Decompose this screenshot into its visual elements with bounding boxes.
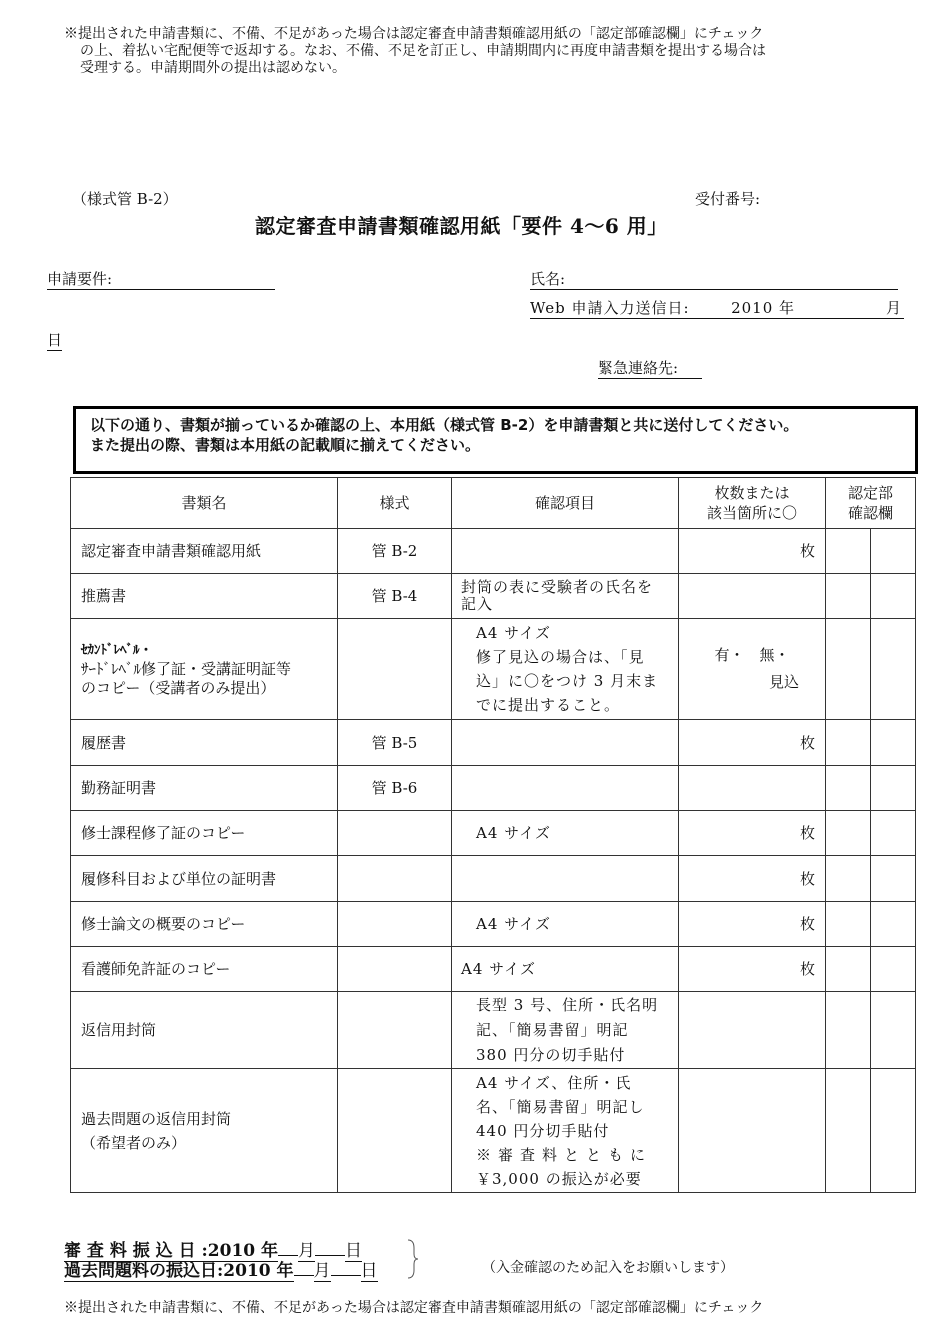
doc-check-line: 380 円分の切手貼付 [476, 1045, 626, 1064]
doc-check-line: 封筒の表に受験者の氏名を [461, 578, 654, 596]
doc-count[interactable] [679, 766, 826, 811]
doc-style: 管 B-5 [338, 720, 452, 766]
form-id: （様式管 B-2） [72, 190, 178, 208]
doc-check-line: でに提出すること。 [476, 696, 621, 714]
doc-check: A4 サイズ [452, 947, 679, 992]
doc-name: 返信用封筒 [71, 992, 338, 1069]
doc-check [452, 1069, 679, 1193]
doc-count[interactable] [679, 619, 826, 720]
doc-count[interactable]: 枚 [679, 902, 826, 947]
name-field[interactable] [530, 268, 898, 290]
doc-check-line: 長型 3 号、住所・氏名明 [476, 995, 659, 1014]
payment-note: （入金確認のため記入をお願いします） [482, 1260, 734, 1276]
doc-name-line: ｻｰﾄﾞﾚﾍﾞﾙ修了証・受講証明証等 [81, 659, 292, 678]
doc-style [338, 992, 452, 1069]
header-confirm [826, 478, 916, 529]
instruction-line: また提出の際、書類は本用紙の記載順に揃えてください。 [90, 436, 481, 454]
bottom-note: ※提出された申請書類に、不備、不足があった場合は認定審査申請書類確認用紙の「認定部確認欄」にチェック [64, 1300, 764, 1316]
table-row [71, 720, 916, 766]
doc-name-line: （希望者のみ） [81, 1133, 187, 1152]
doc-name: 履歴書 [71, 720, 338, 766]
doc-count[interactable]: 枚 [679, 947, 826, 992]
confirm-cell[interactable] [826, 811, 871, 856]
table-row [71, 902, 916, 947]
doc-check [452, 992, 679, 1069]
doc-check [452, 720, 679, 766]
confirm-cell[interactable] [826, 856, 871, 902]
doc-check [452, 856, 679, 902]
top-note-line: の上、着払い宅配便等で返却する。なお、不備、不足を訂正し、申請期間内に再度申請書類を提出する場合は [80, 43, 766, 59]
confirm-cell[interactable] [826, 766, 871, 811]
doc-count[interactable]: 枚 [679, 856, 826, 902]
doc-name: 認定審査申請書類確認用紙 [71, 529, 338, 574]
confirm-cell[interactable] [871, 902, 916, 947]
top-note-line: 受理する。申請期間外の提出は認めない。 [80, 60, 346, 76]
header-confirm-line: 確認欄 [848, 504, 894, 522]
table-row [71, 947, 916, 992]
instruction-box [73, 406, 918, 474]
doc-style [338, 902, 452, 947]
confirm-cell[interactable] [826, 992, 871, 1069]
doc-check: A4 サイズ [452, 811, 679, 856]
confirm-cell[interactable] [871, 856, 916, 902]
fee-date-month: 月 [298, 1241, 316, 1261]
web-date-month: 月 [885, 299, 902, 317]
confirm-cell[interactable] [871, 1069, 916, 1193]
reception-number-label: 受付番号: [695, 190, 761, 208]
doc-check-line: 名、「簡易書留」明記し [476, 1097, 645, 1116]
doc-name: 看護師免許証のコピー [71, 947, 338, 992]
table-header-row [71, 478, 916, 529]
header-confirm-line: 認定部 [848, 484, 894, 502]
confirm-cell[interactable] [871, 720, 916, 766]
web-date-day: 日 [47, 331, 63, 349]
doc-name: 履修科目および単位の証明書 [71, 856, 338, 902]
requirement-label: 申請要件: [47, 270, 113, 288]
doc-check-line: 440 円分切手貼付 [476, 1121, 610, 1140]
doc-check [452, 766, 679, 811]
doc-name: 修士論文の概要のコピー [71, 902, 338, 947]
web-date-field[interactable] [530, 297, 904, 319]
table-row [71, 811, 916, 856]
doc-style: 管 B-4 [338, 574, 452, 619]
past-exam-payment-date[interactable] [64, 1256, 378, 1281]
doc-name [71, 619, 338, 720]
table-row [71, 574, 916, 619]
table-row [71, 992, 916, 1069]
header-check: 確認項目 [452, 478, 679, 529]
header-name: 書類名 [71, 478, 338, 529]
confirm-cell[interactable] [871, 619, 916, 720]
doc-name [71, 1069, 338, 1193]
doc-count[interactable] [679, 1069, 826, 1193]
instruction-line: 以下の通り、書類が揃っているか確認の上、本用紙（様式管 B-2）を申請書類と共に送付してください。 [90, 416, 799, 434]
doc-style [338, 1069, 452, 1193]
past-date-label: 過去問題料の振込日: [64, 1261, 224, 1281]
doc-check: A4 サイズ [452, 902, 679, 947]
top-note-line: ※提出された申請書類に、不備、不足があった場合は認定審査申請書類確認用紙の「認定部確認欄」にチェック [64, 26, 764, 42]
doc-check-line: 記、「簡易書留」明記 [476, 1020, 629, 1039]
doc-check-line: 記入 [461, 595, 494, 613]
requirement-field[interactable] [47, 268, 275, 290]
confirm-cell[interactable] [826, 1069, 871, 1193]
emergency-contact-label: 緊急連絡先: [598, 359, 679, 377]
page-title: 認定審査申請書類確認用紙「要件 4〜6 用」 [255, 214, 668, 238]
doc-check-line: ※審査料とともに [476, 1145, 653, 1164]
doc-check-line: 込」に〇をつけ 3 月末ま [476, 672, 659, 690]
doc-check-line: A4 サイズ [476, 624, 551, 642]
table-row [71, 856, 916, 902]
doc-count[interactable] [679, 992, 826, 1069]
confirm-cell[interactable] [826, 902, 871, 947]
doc-count[interactable] [679, 574, 826, 619]
doc-check [452, 529, 679, 574]
doc-style [338, 619, 452, 720]
doc-name-line: のコピー（受講者のみ提出） [81, 678, 276, 697]
confirm-cell[interactable] [871, 947, 916, 992]
confirm-cell[interactable] [826, 529, 871, 574]
doc-style [338, 947, 452, 992]
doc-name: 修士課程修了証のコピー [71, 811, 338, 856]
confirm-cell[interactable] [871, 574, 916, 619]
past-date-month: 月 [313, 1261, 331, 1281]
fee-date-year: 2010 年 [207, 1241, 279, 1261]
table-row [71, 766, 916, 811]
past-date-day: 日 [360, 1261, 378, 1281]
table-row [71, 1069, 916, 1193]
confirm-cell[interactable] [826, 947, 871, 992]
doc-name: 推薦書 [71, 574, 338, 619]
confirm-cell[interactable] [826, 720, 871, 766]
top-note [64, 26, 924, 77]
past-date-year: 2010 年 [223, 1261, 294, 1281]
name-label: 氏名: [530, 270, 566, 288]
confirm-cell[interactable] [871, 992, 916, 1069]
doc-style: 管 B-6 [338, 766, 452, 811]
doc-check-line: 修了見込の場合は、「見 [476, 648, 645, 666]
fee-date-day: 日 [345, 1241, 363, 1261]
table-row [71, 529, 916, 574]
doc-count-options: 見込 [768, 673, 799, 691]
doc-count-options: 有・ 無・ [714, 646, 790, 664]
header-count-line: 該当箇所に〇 [706, 504, 797, 522]
header-count-line: 枚数または [714, 484, 790, 502]
confirm-cell[interactable] [871, 766, 916, 811]
web-date-label: Web 申請入力送信日: [530, 299, 690, 317]
doc-check [452, 574, 679, 619]
table-row [71, 619, 916, 720]
doc-check-line: ￥3,000 の振込が必要 [476, 1169, 642, 1188]
emergency-contact-field[interactable] [598, 357, 702, 379]
doc-count[interactable]: 枚 [679, 811, 826, 856]
confirm-cell[interactable] [871, 811, 916, 856]
fee-date-label: 審 査 料 振 込 日 : [64, 1241, 208, 1261]
doc-name: 勤務証明書 [71, 766, 338, 811]
doc-style [338, 856, 452, 902]
doc-check-line: A4 サイズ、住所・氏 [476, 1073, 632, 1092]
doc-name-line: 過去問題の返信用封筒 [81, 1109, 232, 1128]
doc-style [338, 811, 452, 856]
doc-check [452, 619, 679, 720]
confirm-cell[interactable] [826, 574, 871, 619]
doc-name-line: ｾｶﾝﾄﾞﾚﾍﾞﾙ・ [81, 642, 153, 658]
doc-count[interactable]: 枚 [679, 720, 826, 766]
confirm-cell[interactable] [826, 619, 871, 720]
confirm-cell[interactable] [871, 529, 916, 574]
doc-count[interactable]: 枚 [679, 529, 826, 574]
documents-table [70, 477, 916, 1193]
web-date-year: 2010 年 [731, 299, 796, 317]
header-style: 様式 [338, 478, 452, 529]
header-count [679, 478, 826, 529]
doc-style: 管 B-2 [338, 529, 452, 574]
brace-icon [406, 1238, 420, 1280]
